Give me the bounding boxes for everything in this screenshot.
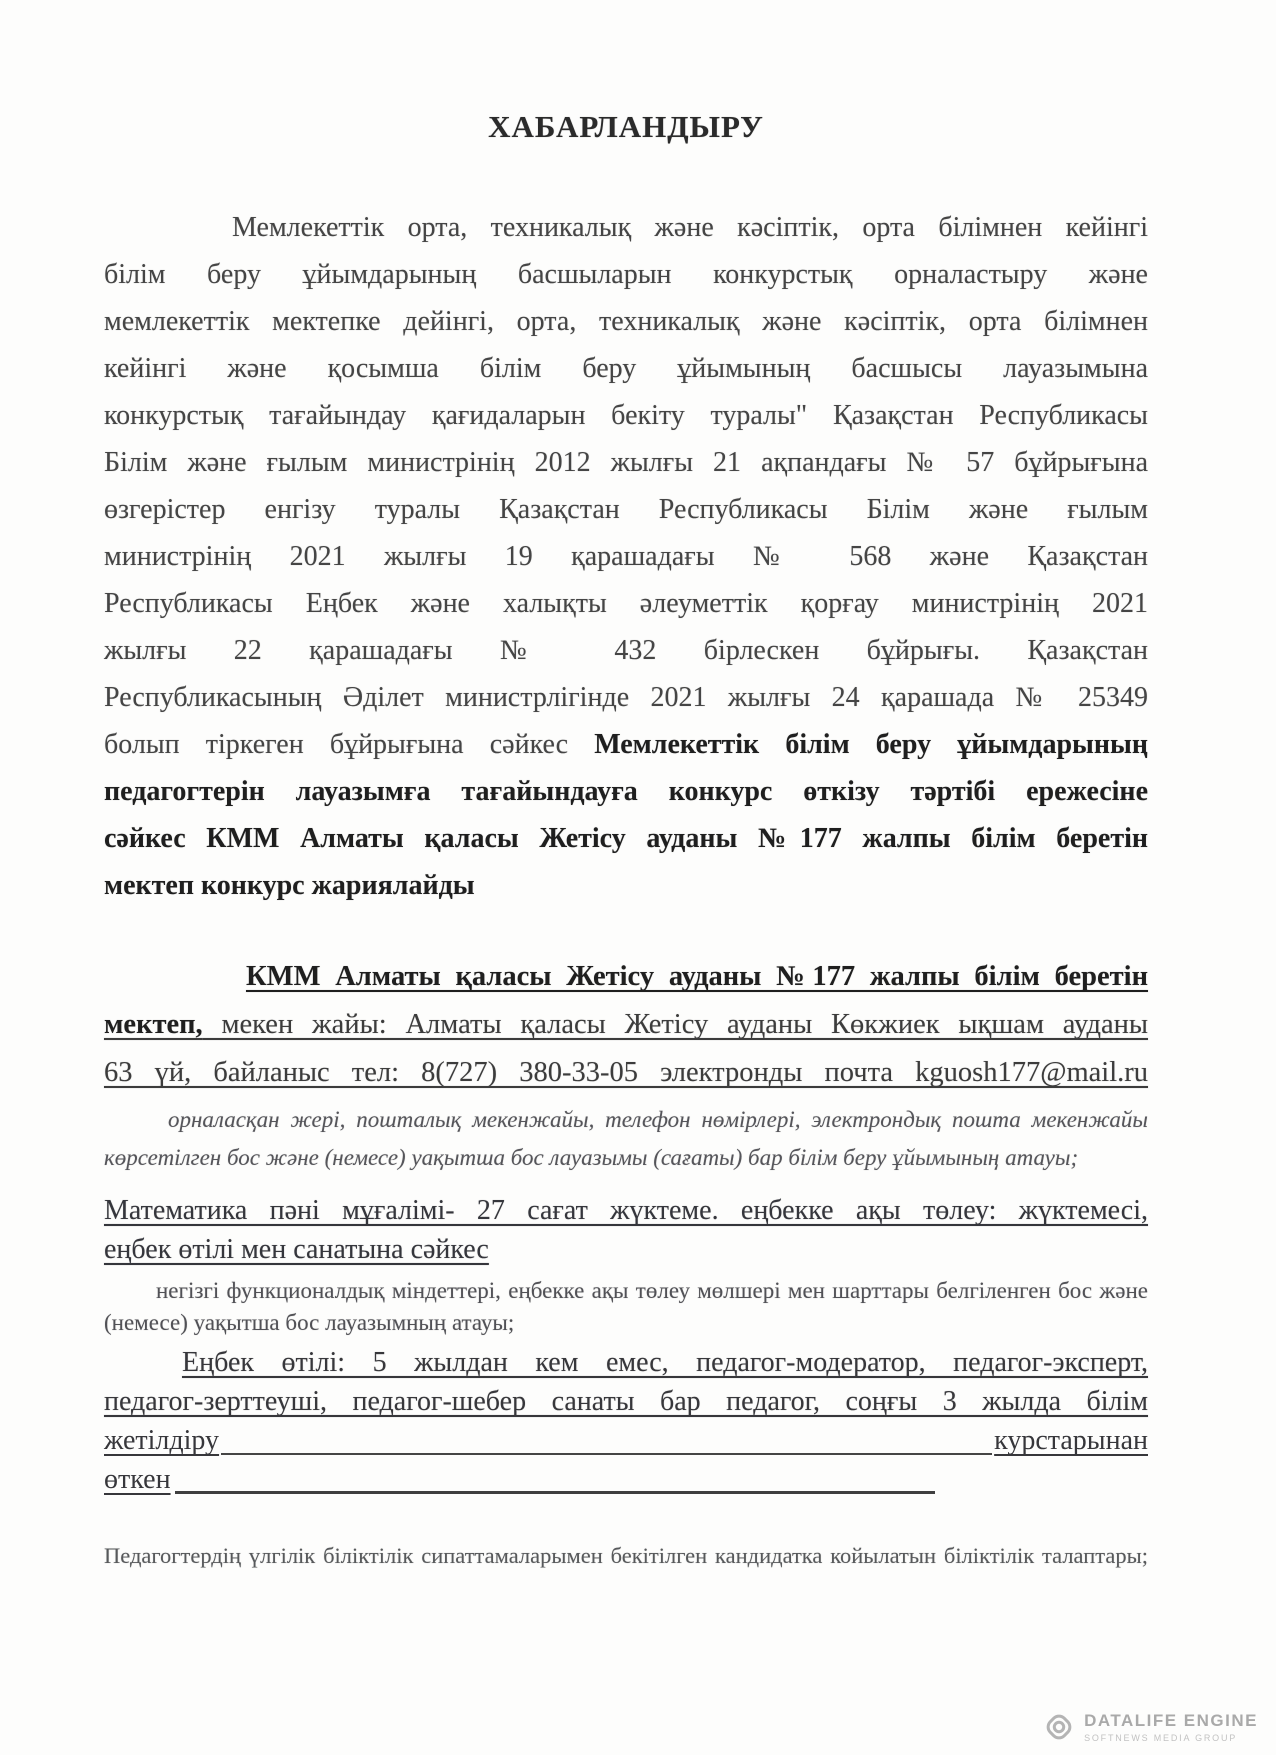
text-line: Білім және ғылым министрінің 2012 жылғы 21 ақпандағы № 57 бұйрығына (104, 447, 1148, 478)
watermark-text (1084, 1711, 1258, 1743)
position-note (104, 1275, 1148, 1339)
location-note (104, 1101, 1148, 1177)
position-line: Математика пәні мұғалімі- 27 сағат жүктеме. еңбекке ақы төлеу: жүктемесі, (104, 1195, 1148, 1226)
text-segment: жетілдіру (104, 1425, 220, 1456)
text-line: жылғы 22 қарашадағы № 432 бірлескен бұйрығы. Қазақстан (104, 635, 1148, 666)
text-segment: курстарынан (994, 1425, 1148, 1456)
school-contact-line: 63 үй, байланыс тел: 8(727) 380-33-05 электронды почта kguosh177@mail.ru (104, 1057, 1148, 1088)
document-content (104, 0, 1148, 1571)
watermark-subtitle: SOFTNEWS MEDIA GROUP (1084, 1733, 1238, 1743)
blank-underline (221, 1453, 992, 1455)
text-segment: өткен (104, 1464, 171, 1495)
text-segment: мекен жайы: Алматы қаласы Жетісу ауданы Көкжиек ықшам ауданы (202, 1009, 1148, 1040)
school-address-line (104, 1001, 1148, 1049)
experience-requirements-block (104, 1343, 1148, 1499)
italic-note-line: орналасқан жері, пошталық мекенжайы, телефон нөмірлері, электрондық пошта мекенжайы (168, 1107, 1148, 1132)
text-segment: болып тіркеген бұйрығына сәйкес (104, 729, 595, 760)
watermark-datalife-engine (1043, 1711, 1258, 1743)
text-line: министрінің 2021 жылғы 19 қарашадағы № 568 және Қазақстан (104, 541, 1148, 572)
bold-text-line: педагогтерін лауазымға тағайындауға конкурс өткізу тәртібі ережесіне (104, 776, 1148, 807)
school-heading-line: КММ Алматы қаласы Жетісу ауданы №177 жалпы білім беретін (246, 961, 1148, 992)
experience-line: Еңбек өтілі: 5 жылдан кем емес, педагог-модератор, педагог-эксперт, (182, 1347, 1148, 1378)
vacancy-position-block (104, 1191, 1148, 1269)
position-line: еңбек өтілі мен санатына сәйкес (104, 1234, 489, 1265)
small-note-line: (немесе) уақытша бос лауазымның атауы; (104, 1310, 515, 1335)
small-note-line: негізгі функционалдық міндеттері, еңбекке ақы төлеу мөлшері мен шарттары белгіленген бос және (156, 1278, 1148, 1303)
text-line: Республикасының Әділет министрлігінде 2021 жылғы 24 қарашада № 25349 (104, 682, 1148, 713)
school-info-block (104, 953, 1148, 1177)
qualification-requirements-note: Педагогтердің үлгілік біліктілік сипаттамаларымен бекітілген кандидатка койылатын біліктілік талаптары; (104, 1543, 1148, 1568)
text-line: конкурстық тағайындау қағидаларын бекіту туралы" Қазақстан Республикасы (104, 400, 1148, 431)
fill-in-line (104, 1460, 1148, 1499)
bold-emphasis-segment: Мемлекеттік білім беру ұйымдарының (594, 729, 1149, 760)
text-line: кейінгі және қосымша білім беру ұйымының басшысы лауазымына (104, 353, 1148, 384)
document-title: ХАБАРЛАНДЫРУ (488, 109, 764, 144)
datalife-eye-logo-icon (1043, 1711, 1075, 1743)
text-line-mixed (104, 721, 1148, 768)
experience-line: педагог-зерттеуші, педагог-шебер санаты бар педагог, соңғы 3 жылда білім (104, 1386, 1148, 1417)
text-line: мемлекеттік мектепке дейінгі, орта, техникалық және кәсіптік, орта білімнен (104, 306, 1148, 337)
intro-paragraph (104, 204, 1148, 909)
text-line: Мемлекеттік орта, техникалық және кәсіптік, орта білімнен кейінгі (232, 212, 1148, 243)
bold-emphasis-segment: мектеп, (104, 1009, 203, 1040)
text-line: өзгерістер енгізу туралы Қазақстан Республикасы Білім және ғылым (104, 494, 1148, 525)
text-line: білім беру ұйымдарының басшыларын конкурстық орналастыру және (104, 259, 1148, 290)
fill-in-line (104, 1421, 1148, 1460)
watermark-brand: DATALIFE ENGINE (1084, 1711, 1258, 1730)
bold-text-line: мектеп конкурс жариялайды (104, 870, 475, 901)
blank-underline (175, 1491, 935, 1494)
bold-text-line: сәйкес КММ Алматы қаласы Жетісу ауданы №177 жалпы білім беретін (104, 823, 1148, 854)
text-line: Республикасы Еңбек және халықты әлеуметтік қорғау министрінің 2021 (104, 588, 1148, 619)
italic-note-line: көрсетілген бос және (немесе) уақытша бос лауазымы (сағаты) бар білім беру ұйымының атауы; (104, 1145, 1079, 1170)
